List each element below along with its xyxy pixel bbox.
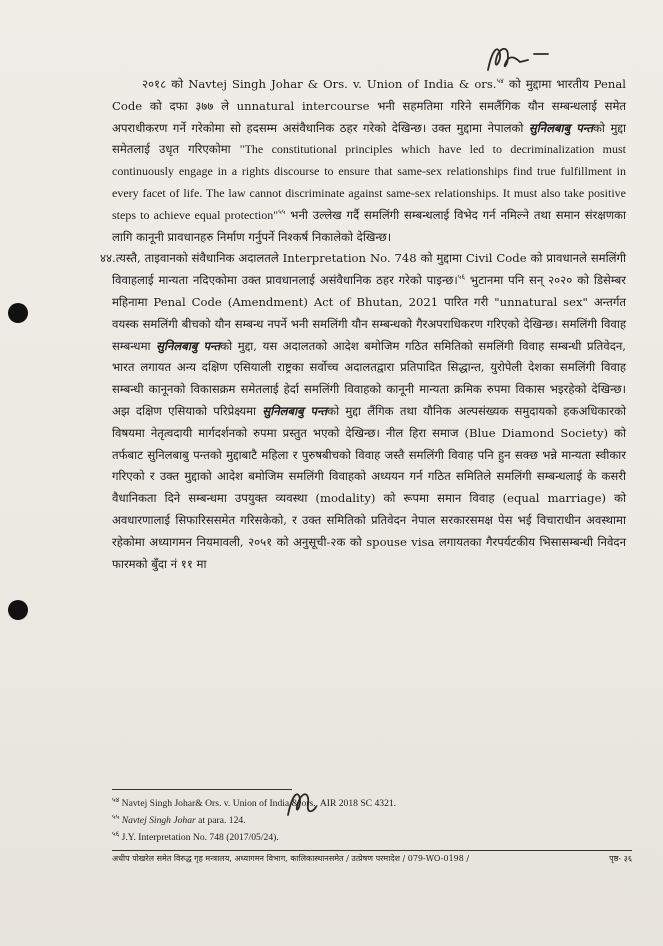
p44-text-3: को मुद्दा, यस अदालतको आदेश बमोजिम गठित समितिको समलिंगी विवाह सम्बन्धी प्रतिवेदन, भारत लगायत अन्य दक्षिण एसियाली राष्ट्रका सर्वोच्च अदालतद्वारा प्रतिपादित सिद्धान्त, युरोपेली देशका समलिंगी विवाह सम्बन्धी कानूनको विकासक्रम समेतलाई हेर्दा समलिंगी विवाहको कानूनी मान्यता क्रमिक रुपमा विकास भइरहेको देखिन्छ। अझ दक्षिण एसियाको परिप्रेक्ष्यमा xyxy=(112,338,626,418)
signature-initials-top xyxy=(482,40,552,76)
footnote-text: at para. 124. xyxy=(195,815,246,826)
punch-hole-top xyxy=(8,303,28,323)
paragraph-43 xyxy=(112,74,626,248)
footnote-divider xyxy=(112,789,292,790)
paragraph-number: ४४. xyxy=(100,251,116,266)
footnote-case-name: Navtej Singh Johar xyxy=(121,815,196,826)
p43-text-4: भनी उल्लेख गर्दै समलिंगी सम्बन्धलाई विभेद गर्न नमिल्ने तथा समान संरक्षणका लागि कानूनी प्रावधानहरु निर्माण गर्नुपर्ने निश्कर्ष निकालेको देखिन्छ। xyxy=(112,207,626,244)
p44-text-2: भुटानमा पनि सन् २०२० को डिसेम्बर महिनामा Penal Code (Amendment) Act of Bhutan, 2021 पारित गरी "unnatural sex" अन्तर्गत वयस्क समलिंगी बीचको यौन सम्बन्ध नपर्ने भनी समलिंगी यौन सम्बन्धको गैरअपराधिकरण गरिएको देखिन्छ। समलिंगी विवाह सम्बन्धमा xyxy=(112,273,626,353)
page-number: पृष्ठ- ३६ xyxy=(609,854,632,863)
footnote-ref-56: ५६ xyxy=(457,273,466,282)
p43-text-3: को मुद्दा समेतलाई उधृत गरिएकोमा xyxy=(112,120,627,157)
p44-text-4: को मुद्दा लैंगिक तथा यौनिक अल्पसंख्यक समुदायको हकअधिकारको विषयमा नेतृत्वदायी मार्गदर्शनको रुपमा प्रस्तुत भएको देखिन्छ। नील हिरा समाज (Blue Diamond Society) को तर्फबाट सुनिलबाबु पन्तको मुद्दाबाटै महिला र पुरुषबीचको विवाह जस्तै समलिंगी विवाह पनि हुन सक्छ भन्ने मान्यता स्वीकार गरिएको र उक्त मुद्दाको आदेश बमोजिम समलिंगी विवाहको अध्ययन गर्न गठित समितिले समलिंगी सम्बन्धलाई के कसरी वैधानिकता दिने सम्बन्धमा उपयुक्त व्यवस्था (modality) को रूपमा समान विवाह (equal marriage) को अवधारणालाई सिफारिससमेत गरिसकेको, र उक्त समितिको प्रतिवेदन नेपाल सरकारसमक्ष पेस भई विचाराधीन अवस्थामा रहेकोमा अध्यागमन नियमावली, २०५१ को अनुसूची-२क को spouse visa लगायतका गैरपर्यटकीय भिसासम्बन्धी निवेदन फारमको बुँदा नं ११ मा xyxy=(112,403,627,571)
footnote-55 xyxy=(112,812,626,829)
punch-hole-bottom xyxy=(8,600,28,620)
footnote-text: J.Y. Interpretation No. 748 (2017/05/24). xyxy=(119,832,279,843)
p44-text-1: त्यस्तै, ताइवानको संवैधानिक अदालतले Interpretation No. 748 को मुद्दामा Civil Code को प्रावधानले समलिंगी विवाहलाई मान्यता नदिएकोमा उक्त प्रावधानलाई असंवैधानिक ठहर गरेको पाइन्छ। xyxy=(112,251,626,288)
footnote-56 xyxy=(112,829,626,846)
footnote-number: ५६ xyxy=(112,829,120,838)
footer-divider xyxy=(112,850,632,851)
footnote-text: Navtej Singh Johar& Ors. v. Union of India & ors., AIR 2018 SC 4321. xyxy=(119,798,397,809)
page-footer xyxy=(112,853,632,865)
p43-text-2: को मुद्दामा भारतीय Penal Code को दफा ३७७ ले unnatural intercourse भनी सहमतिमा गरिने समलैंगिक यौन सम्बन्धलाई समेत अपराधीकरण गर्ने गरेकोमा सो हदसम्म असंवैधानिक ठहर गरेको देखिन्छ। उक्त मुद्दामा नेपालको xyxy=(112,77,626,135)
p43-text-1: २०१८ को Navtej Singh Johar & Ors. v. Union of India & ors. xyxy=(142,77,497,91)
footnote-ref-55: ५५ xyxy=(278,207,286,216)
case-name-sunilbabu-pant: सुनिलबाबु पन्त xyxy=(156,338,221,353)
footnote-number: ५५ xyxy=(112,812,120,821)
case-name-sunilbabu-pant: सुनिलबाबु पन्त xyxy=(262,403,328,418)
footnotes xyxy=(112,795,626,846)
body-text xyxy=(100,74,627,575)
paragraph-44 xyxy=(100,248,627,575)
case-name-sunilbabu-pant: सुनिलबाबु पन्त xyxy=(528,120,593,135)
footnote-ref-54: ५४ xyxy=(496,77,504,86)
footnote-54 xyxy=(112,795,626,812)
footnote-number: ५४ xyxy=(112,795,120,804)
footer-case-line: अधीप पोखरेल समेत विरुद्ध गृह मन्त्रालय, अध्यागमन विभाग, कालिकास्थानसमेत / उत्प्रेषण परमादेश / 079-WO-0198 / xyxy=(112,854,470,863)
navtej-quote: "The constitutional principles which have led to decriminalization must continuously engage in a rights discourse to ensure that same-sex relationships find true fulfillment in every facet of life. The law cannot discriminate against same-sex relationships. It must also take positive steps to achieve equal protection" xyxy=(112,142,627,222)
